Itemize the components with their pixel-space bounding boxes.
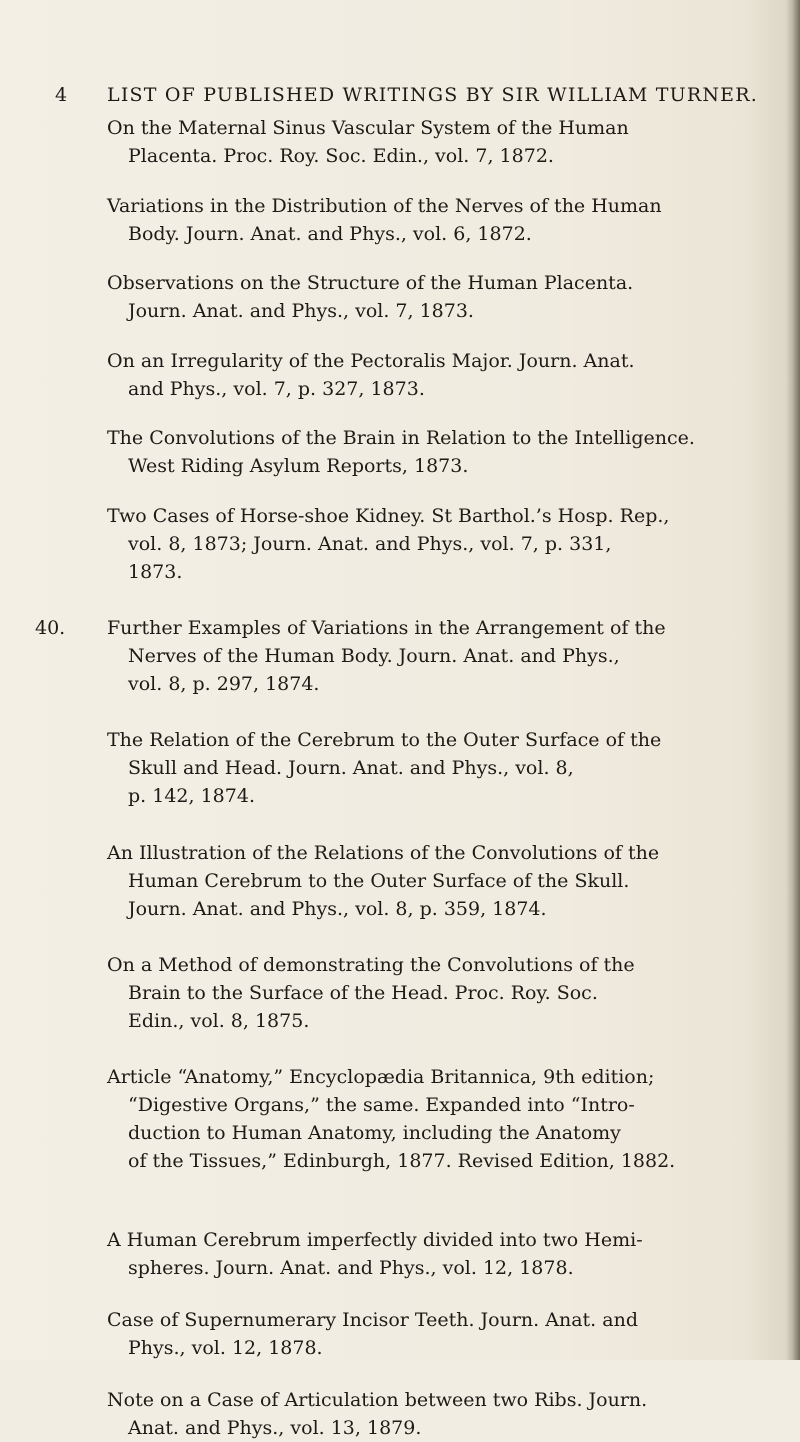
page-edge-shadow bbox=[786, 0, 800, 1360]
entry-line: On an Irregularity of the Pectoralis Major. Journ. Anat. bbox=[107, 350, 635, 372]
entry-line: Body. Journ. Anat. and Phys., vol. 6, 1872. bbox=[128, 223, 532, 245]
entry-line: An Illustration of the Relations of the Convolutions of the bbox=[107, 842, 660, 864]
bibliography-entry bbox=[55, 114, 760, 170]
entry-line: On the Maternal Sinus Vascular System of the Human bbox=[107, 117, 629, 139]
bibliography-entry bbox=[55, 424, 760, 480]
running-title: LIST OF PUBLISHED WRITINGS BY SIR WILLIAM TURNER. bbox=[107, 84, 759, 106]
entry-line: Journ. Anat. and Phys., vol. 7, 1873. bbox=[128, 300, 474, 322]
entry-line: On a Method of demonstrating the Convolutions of the bbox=[107, 954, 635, 976]
entry-line: Edin., vol. 8, 1875. bbox=[128, 1010, 310, 1032]
entry-line: Case of Supernumerary Incisor Teeth. Journ. Anat. and bbox=[107, 1309, 638, 1331]
bibliography-entry bbox=[55, 1306, 760, 1362]
entry-line: spheres. Journ. Anat. and Phys., vol. 12, 1878. bbox=[128, 1257, 574, 1279]
entry-line: Placenta. Proc. Roy. Soc. Edin., vol. 7, 1872. bbox=[128, 145, 554, 167]
bibliography-entry bbox=[55, 951, 760, 1035]
bibliography-entry bbox=[35, 614, 760, 698]
entry-line: vol. 8, 1873; Journ. Anat. and Phys., vol. 7, p. 331, bbox=[128, 533, 612, 555]
bibliography-entry bbox=[55, 347, 760, 403]
bibliography-entry bbox=[55, 1386, 760, 1442]
entry-line: Further Examples of Variations in the Arrangement of the bbox=[107, 617, 666, 639]
entry-line: Phys., vol. 12, 1878. bbox=[128, 1337, 323, 1359]
bibliography-entry bbox=[55, 1226, 760, 1282]
entry-line: vol. 8, p. 297, 1874. bbox=[128, 673, 320, 695]
bibliography-entry bbox=[55, 1063, 760, 1175]
entry-line: of the Tissues,” Edinburgh, 1877. Revised Edition, 1882. bbox=[128, 1150, 676, 1172]
entry-line: Brain to the Surface of the Head. Proc. Roy. Soc. bbox=[128, 982, 598, 1004]
bibliography-entry bbox=[55, 726, 760, 810]
entry-line: Human Cerebrum to the Outer Surface of the Skull. bbox=[128, 870, 630, 892]
entry-line: Note on a Case of Articulation between two Ribs. Journ. bbox=[107, 1389, 648, 1411]
entry-line: The Convolutions of the Brain in Relation to the Intelligence. bbox=[107, 427, 695, 449]
entry-line: and Phys., vol. 7, p. 327, 1873. bbox=[128, 378, 425, 400]
entry-line: duction to Human Anatomy, including the Anatomy bbox=[128, 1122, 621, 1144]
entry-line: Journ. Anat. and Phys., vol. 8, p. 359, 1874. bbox=[128, 898, 547, 920]
entry-line: Two Cases of Horse-shoe Kidney. St Barthol.’s Hosp. Rep., bbox=[107, 505, 670, 527]
entry-line: West Riding Asylum Reports, 1873. bbox=[128, 455, 469, 477]
bibliography-entry bbox=[55, 192, 760, 248]
entry-line: Anat. and Phys., vol. 13, 1879. bbox=[128, 1417, 422, 1439]
entry-line: Observations on the Structure of the Human Placenta. bbox=[107, 272, 634, 294]
entry-number: 40. bbox=[35, 617, 66, 639]
entry-line: Variations in the Distribution of the Nerves of the Human bbox=[107, 195, 662, 217]
entry-line: Skull and Head. Journ. Anat. and Phys., vol. 8, bbox=[128, 757, 574, 779]
entry-line: Nerves of the Human Body. Journ. Anat. and Phys., bbox=[128, 645, 620, 667]
bibliography-entry bbox=[55, 839, 760, 923]
entry-line: p. 142, 1874. bbox=[128, 785, 255, 807]
page-header bbox=[55, 84, 759, 114]
bibliography-entry bbox=[55, 502, 760, 586]
entry-line: 1873. bbox=[128, 561, 183, 583]
entry-line: Article “Anatomy,” Encyclopædia Britannica, 9th edition; bbox=[107, 1066, 655, 1088]
page-number: 4 bbox=[55, 84, 69, 106]
entry-line: A Human Cerebrum imperfectly divided into two Hemi- bbox=[107, 1229, 643, 1251]
bibliography-list bbox=[35, 114, 760, 1442]
entry-line: The Relation of the Cerebrum to the Outer Surface of the bbox=[107, 729, 662, 751]
bibliography-entry bbox=[55, 269, 760, 325]
entry-line: “Digestive Organs,” the same. Expanded into “Intro- bbox=[128, 1094, 635, 1116]
